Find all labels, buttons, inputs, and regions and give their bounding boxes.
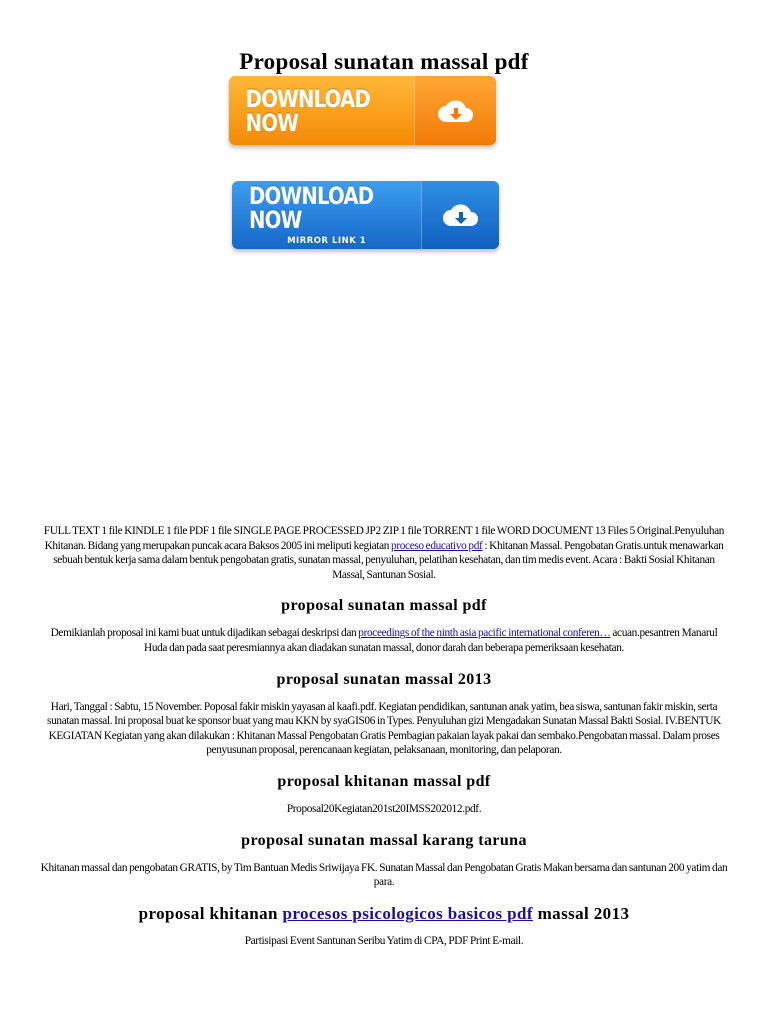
section-heading: proposal sunatan massal pdf: [281, 597, 487, 615]
section-paragraph: Proposal20Kegiatan201st20IMSS202012.pdf.: [286, 802, 482, 815]
download-button-label: DOWNLOAD NOW: [245, 84, 370, 137]
intro-paragraph: FULL TEXT 1 file KINDLE 1 file PDF 1 file SINGLE PAGE PROCESSED JP2 ZIP 1 file TORRENT 1 file WORD DOCUMENT 13 Files 5 Original.Penyuluhan Khitanan. Bidang yang merupakan puncak acara Baksos 2005 ini meliputi kegiatan proceso educativo pdf : Khitanan Massal. Pengobatan Gratis.untuk menawarkan sebuah bentuk kerja sama dalam bentuk pengobatan gratis, sunatan massal, penyuluhan, pelatihan kesehatan, dan tim medis event. Acara : Bakti Sosial Khitanan Massal, Santunan Sosial.: [43, 525, 725, 581]
section-heading: proposal khitanan massal pdf: [277, 772, 491, 790]
page-title: Proposal sunatan massal pdf: [239, 49, 529, 75]
section-paragraph: Partisipasi Event Santunan Seribu Yatim di CPA, PDF Print E-mail.: [244, 934, 524, 947]
section-paragraph: Demikianlah proposal ini kami buat untuk dijadikan sebagai deskripsi dan proceedings of the ninth asia pacific international conferen… acuan.pesantren Manarul Huda dan pada saat peresmiannya akan diadakan sunatan massal, donor darah dan beberapa pemeriksaan kesehatan.: [50, 627, 718, 654]
section-heading: proposal sunatan massal karang taruna: [241, 831, 527, 849]
cloud-download-icon: [421, 181, 499, 249]
download-mirror-button[interactable]: [232, 181, 499, 249]
mirror-link-label: MIRROR LINK 1: [287, 236, 367, 247]
mirror-button-label-area: [232, 181, 421, 249]
section-heading: proposal sunatan massal 2013: [276, 670, 492, 688]
article-body: [40, 524, 728, 948]
section-heading: proposal khitanan procesos psicologicos basicos pdf massal 2013: [138, 903, 630, 923]
section-paragraph: Hari, Tanggal : Sabtu, 15 November. Poposal fakir miskin yayasan al kaafi.pdf. Kegiatan pendidikan, santunan anak yatim, bea siswa, santunan fakir miskin, serta sunatan massal. Ini proposal buat ke sponsor buat yang mau KKN by syaGIS06 in Types. Penyuluhan gizi Mengadakan Sunatan Massal Bakti Sosial. IV.BENTUK KEGIATAN Kegiatan yang akan dilakukan : Khitanan Massal Pengobatan Gratis Pembagian pakaian layak pakai dan sembako.Pengobatan massal. Dalam proses penyusunan proposal, perencanaan kegiatan, pelaksanaan, monitoring, dan pelaporan.: [47, 700, 721, 757]
download-now-button[interactable]: [229, 76, 496, 145]
section-paragraph: Khitanan massal dan pengobatan GRATIS, by Tim Bantuan Medis Sriwijaya FK. Sunatan Massal dan Pengobatan Gratis Makan bersama dan santunan 200 yatim dan para.: [40, 861, 728, 889]
mirror-button-label: DOWNLOAD NOW: [249, 182, 374, 235]
proceedings-link[interactable]: proceedings of the ninth asia pacific international conferen…: [358, 627, 611, 640]
procesos-psicologicos-link[interactable]: procesos psicologicos basicos pdf: [282, 903, 533, 923]
download-button-label-area: [229, 76, 414, 145]
proceso-educativo-link[interactable]: proceso educativo pdf: [391, 539, 483, 552]
cloud-download-icon: [414, 76, 496, 145]
